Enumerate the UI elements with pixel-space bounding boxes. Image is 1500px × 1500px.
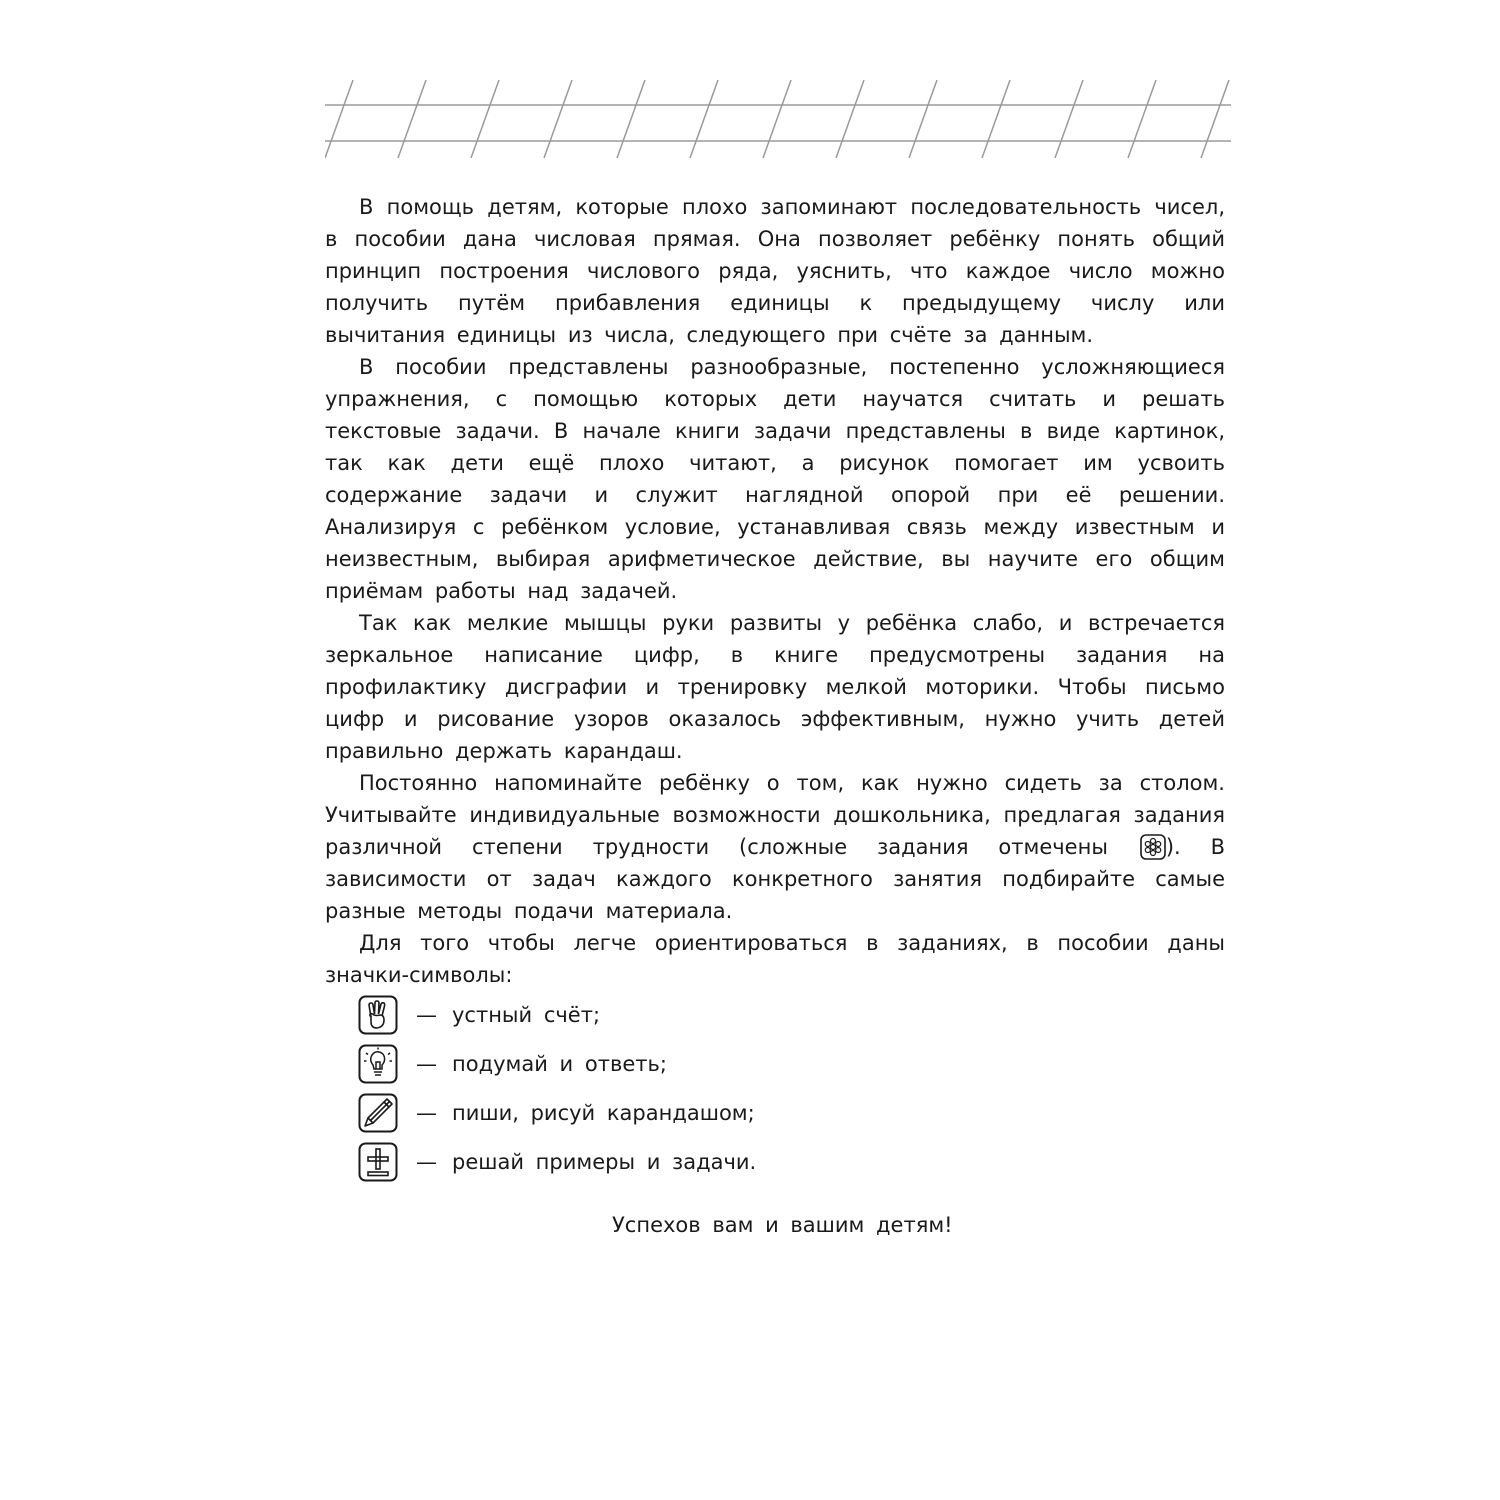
- snowflake-icon: [1140, 834, 1166, 860]
- legend-dash: —: [416, 1101, 437, 1125]
- paragraph-4-text-b: ). В зависимости от задач каждого конкретного занятия подбирайте самые разные методы подачи материала.: [325, 835, 1226, 923]
- legend-label: пиши, рисуй карандашом;: [452, 1101, 755, 1125]
- legend-dash: —: [416, 1003, 437, 1027]
- legend-item: [358, 1093, 958, 1133]
- handwriting-ruling: [325, 78, 1231, 158]
- legend-label: решай примеры и задачи.: [452, 1150, 757, 1174]
- closing-wish: Успехов вам и вашим детям!: [612, 1213, 953, 1237]
- paragraph-4: [325, 767, 1225, 927]
- paragraph-1: В помощь детям, которые плохо запоминают последовательность чисел, в пособии дана числовая прямая. Она позволяет ребёнку понять общий принцип построения числового ряда, уяснить, что каждое число можно получить путём прибавления единицы к предыдущему числу или вычитания единицы из числа, следующего при счёте за данным.: [325, 195, 1225, 347]
- lightbulb-icon: [358, 1044, 398, 1084]
- paragraph-2: В пособии представлены разнообразные, постепенно усложняющиеся упражнения, с помощью которых дети научатся считать и решать текстовые задачи. В начале книги задачи представлены в виде картинок, так как дети ещё плохо читают, а рисунок помогает им усвоить содержание задачи и служит наглядной опорой при её решении. Анализируя с ребёнком условие, устанавливая связь между известным и неизвестным, выбирая арифметическое действие, вы научите его общим приёмам работы над задачей.: [325, 355, 1225, 603]
- legend-label: подумай и ответь;: [452, 1052, 667, 1076]
- paragraph-3: Так как мелкие мышцы руки развиты у ребёнка слабо, и встречается зеркальное написание цифр, в книге предусмотрены задания на профилактику дисграфии и тренировку мелкой моторики. Чтобы письмо цифр и рисование узоров оказалось эффективным, нужно учить детей правильно держать карандаш.: [325, 611, 1225, 763]
- plus-minus-icon: [358, 1142, 398, 1182]
- legend-dash: —: [416, 1052, 437, 1076]
- legend-item: [358, 995, 958, 1035]
- paragraph-5: Для того чтобы легче ориентироваться в заданиях, в пособии даны значки-символы:: [325, 931, 1225, 987]
- body-text: [325, 191, 1225, 991]
- hand-counting-icon: [358, 995, 398, 1035]
- legend-dash: —: [416, 1150, 437, 1174]
- symbol-legend: [358, 995, 958, 1191]
- legend-item: [358, 1044, 958, 1084]
- pencil-icon: [358, 1093, 398, 1133]
- legend-label: устный счёт;: [452, 1003, 601, 1027]
- paragraph-4-text-a: Постоянно напоминайте ребёнку о том, как нужно сидеть за столом. Учитывайте индивидуальные возможности дошкольника, предлагая задания различной степени трудности (сложные задания отмечены: [325, 771, 1225, 859]
- legend-item: [358, 1142, 958, 1182]
